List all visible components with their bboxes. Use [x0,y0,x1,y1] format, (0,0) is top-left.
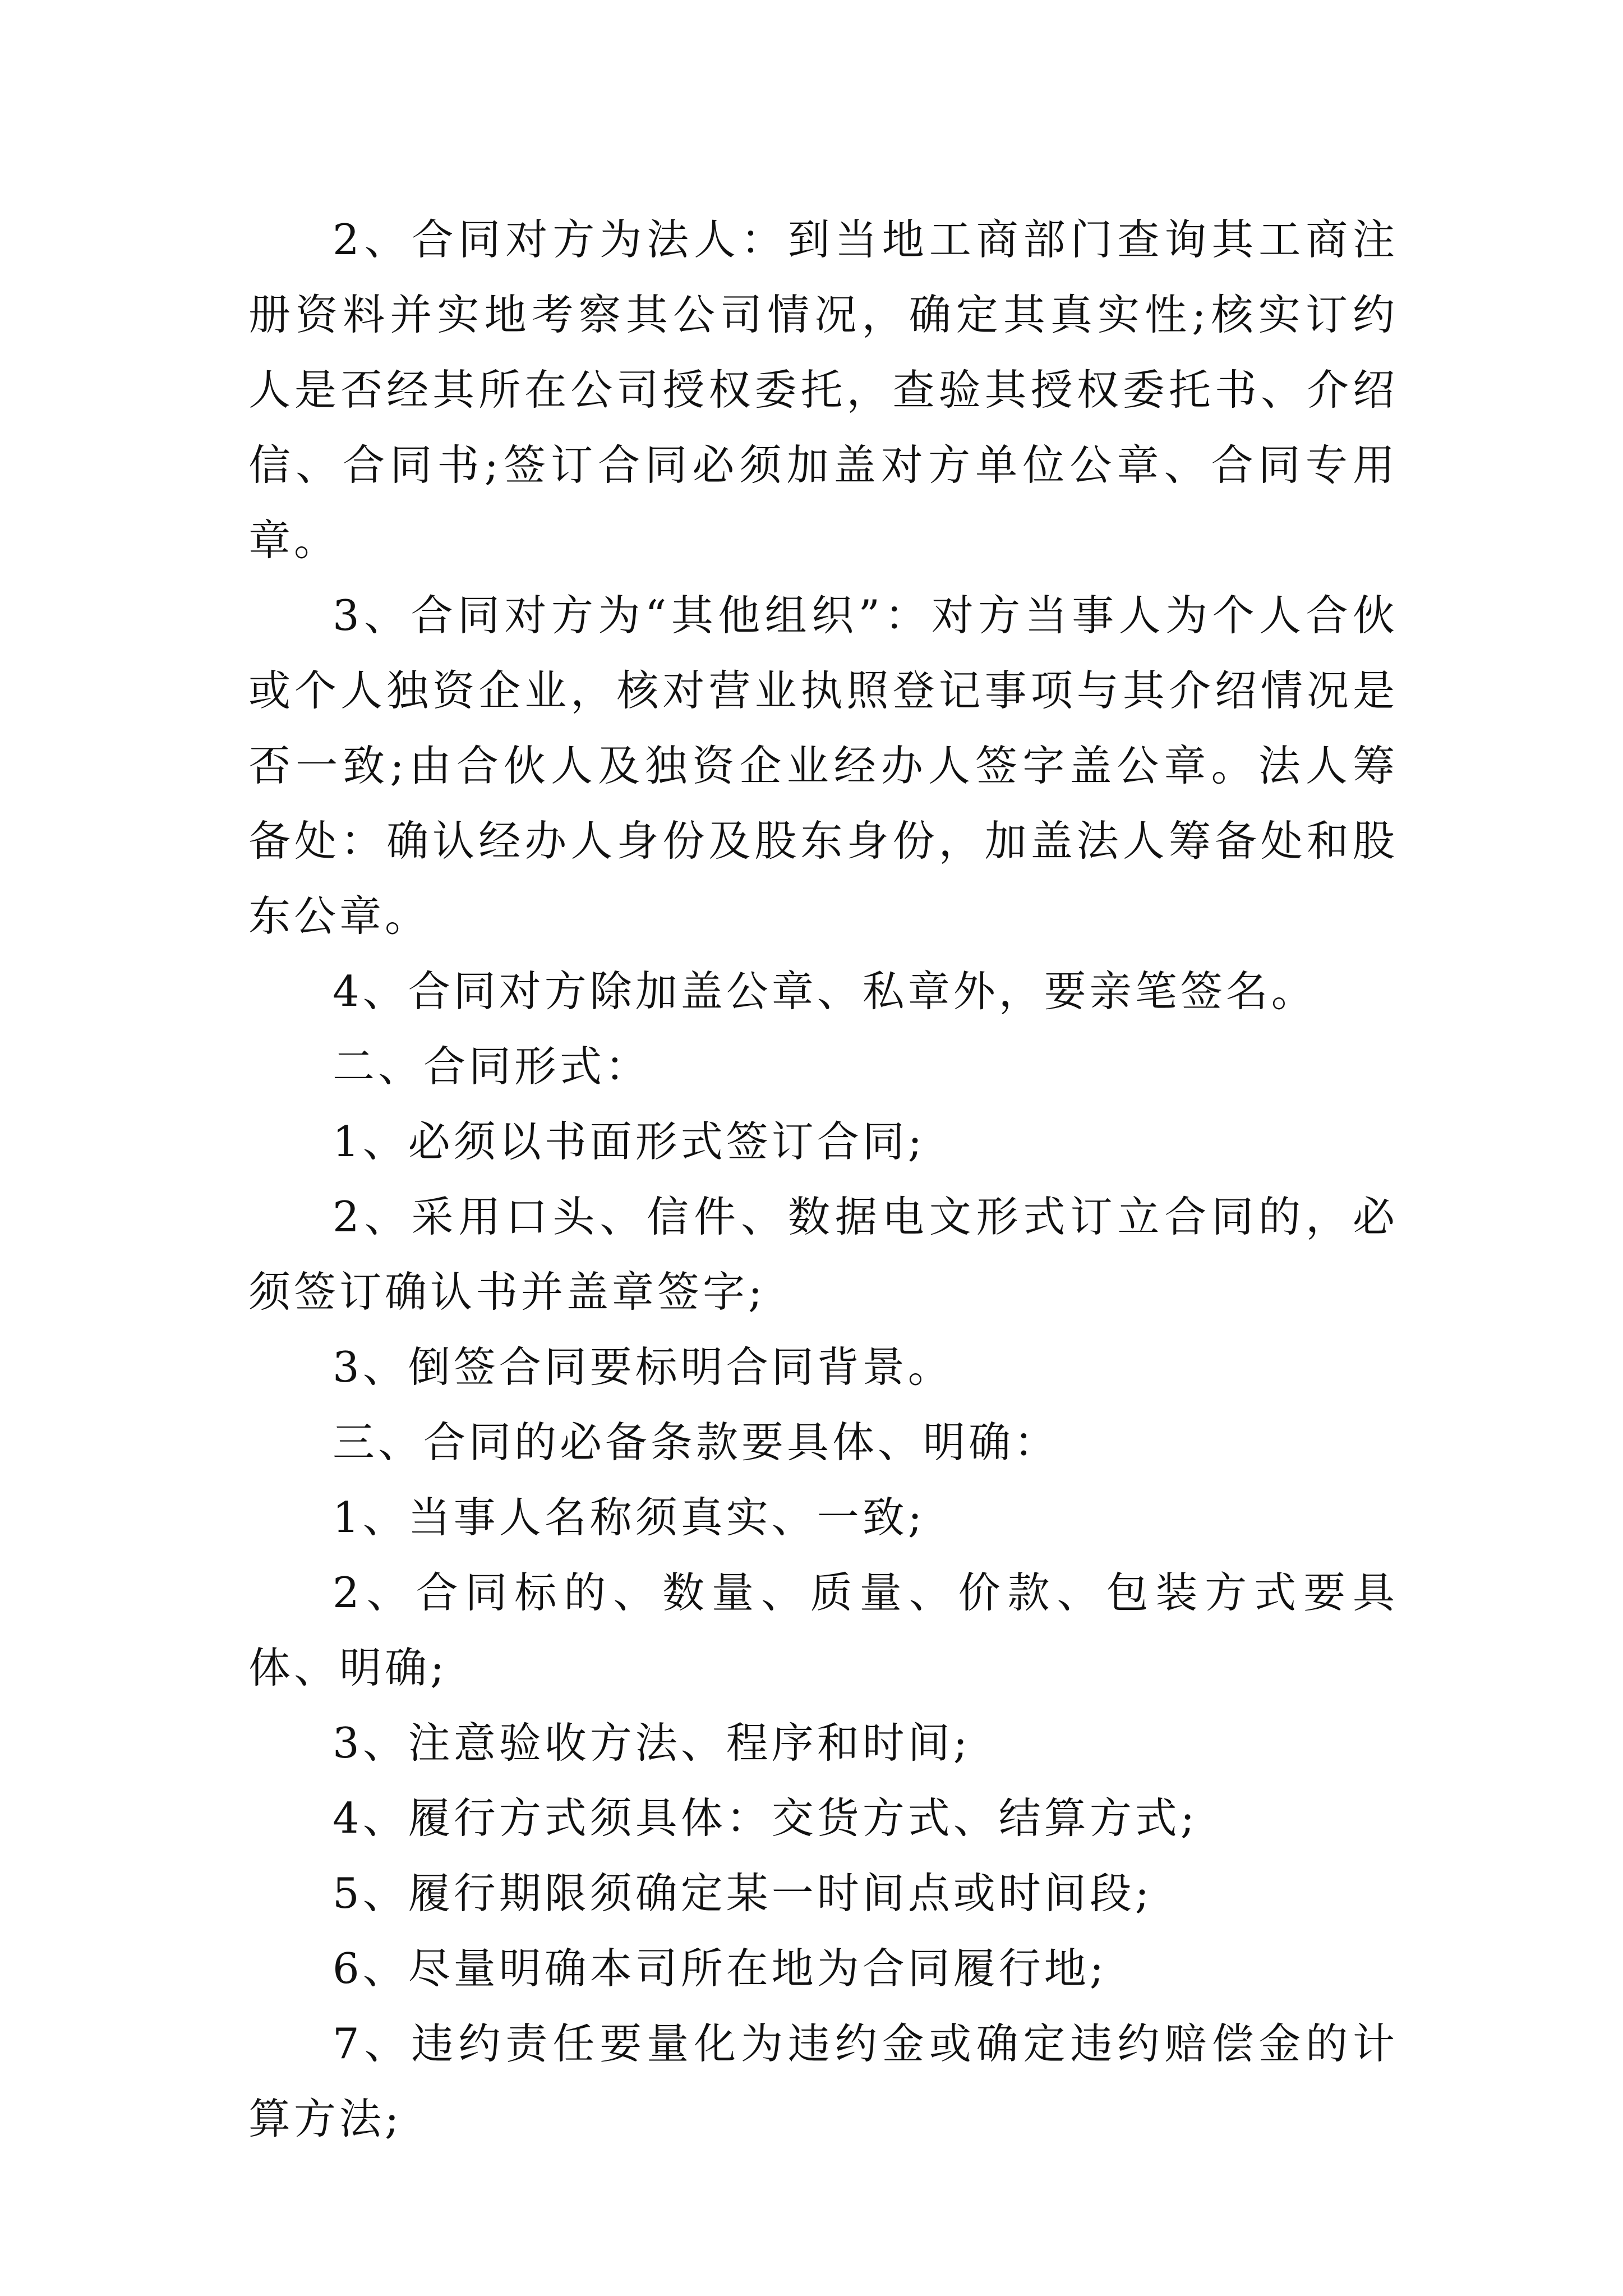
paragraph-form-written: 1、必须以书面形式签订合同; [333,1117,925,1166]
paragraph-party-other-organization: 3、合同对方为“其他组织”：对方当事人为个人合伙或个人独资企业，核对营业执照登记事项与其介绍情况是否一致;由合伙人及独资企业经办人签字盖公章。法人筹备处：确认经办人身份及股东身份，加盖法人筹备处和股东公章。 [248,591,1398,941]
paragraph-party-legal-person: 2、合同对方为法人：到当地工商部门查询其工商注册资料并实地考察其公司情况，确定其真实性;核实订约人是否经其所在公司授权委托，查验其授权委托书、介绍信、合同书;签订合同必须加盖对方单位公章、合同专用章。 [248,215,1398,565]
document-body [248,202,1398,2156]
paragraph-clause-performance-period: 5、履行期限须确定某一时间点或时间段; [333,1869,1152,1918]
paragraph-form-backdated: 3、倒签合同要标明合同背景。 [333,1342,953,1392]
section-heading-contract-form: 二、合同形式： [333,1042,651,1091]
paragraph-form-confirmation: 2、采用口头、信件、数据电文形式订立合同的，必须签订确认书并盖章签字; [248,1192,1398,1317]
paragraph-clause-performance-method: 4、履行方式须具体：交货方式、结算方式; [333,1793,1198,1843]
section-heading-required-clauses: 三、合同的必备条款要具体、明确： [333,1418,1060,1467]
paragraph-clause-performance-place: 6、尽量明确本司所在地为合同履行地; [333,1944,1107,1993]
paragraph-party-signature: 4、合同对方除加盖公章、私章外，要亲笔签名。 [333,967,1317,1016]
paragraph-clause-liability: 7、违约责任要量化为违约金或确定违约赔偿金的计算方法; [248,2019,1398,2143]
paragraph-clause-acceptance: 3、注意验收方法、程序和时间; [333,1718,971,1768]
paragraph-clause-subject: 2、合同标的、数量、质量、价款、包装方式要具体、明确; [248,1568,1398,1692]
paragraph-clause-party-names: 1、当事人名称须真实、一致; [333,1493,925,1542]
